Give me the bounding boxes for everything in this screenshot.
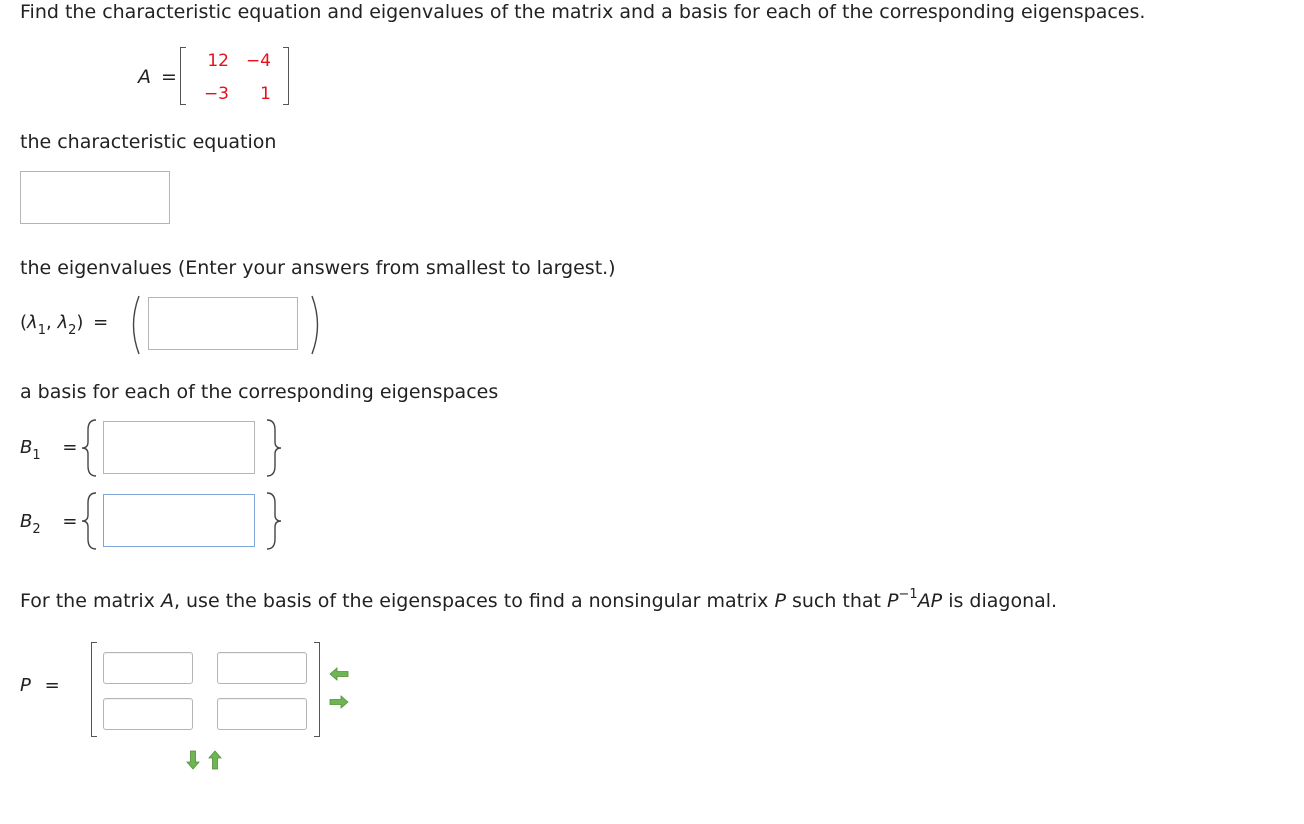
b2-right-brace	[263, 491, 283, 551]
b2-label	[20, 511, 78, 537]
lambda-1-symbol: λ	[27, 312, 38, 333]
matrix-a-right-bracket	[283, 47, 289, 105]
char-eq-label: the characteristic equation	[20, 131, 277, 153]
matrix-p-cell-12[interactable]	[217, 652, 307, 684]
p-equals: =	[44, 675, 60, 696]
diag-prompt-post: is diagonal.	[942, 590, 1058, 612]
eig-lhs-comma: ,	[45, 312, 52, 333]
matrix-a-left-bracket	[180, 47, 186, 105]
diag-prompt-mid: , use the basis of the eigenspaces to find a nonsingular matrix	[173, 590, 775, 612]
eigenvalues-left-paren	[126, 294, 142, 356]
b1-input[interactable]	[103, 421, 255, 474]
diag-prompt-pre: For the matrix	[20, 590, 161, 612]
matrix-a-equals: =	[161, 66, 177, 88]
lambda-1-subscript: 1	[37, 323, 46, 338]
arrow-up-icon[interactable]	[208, 750, 222, 770]
matrix-p-cell-22[interactable]	[217, 698, 307, 730]
b2-left-brace	[80, 491, 100, 551]
matrix-a-label	[138, 66, 177, 88]
arrow-down-icon[interactable]	[186, 750, 200, 770]
matrix-a-entry-21: −3	[203, 84, 229, 104]
lambda-2-symbol: λ	[57, 312, 69, 333]
basis-label: a basis for each of the corresponding eigenspaces	[20, 381, 499, 403]
matrix-p-cell-11[interactable]	[103, 652, 193, 684]
matrix-a-letter: A	[138, 66, 151, 88]
eigenvalues-right-paren	[309, 294, 325, 356]
arrow-right-icon[interactable]	[329, 695, 349, 709]
b2-input[interactable]	[103, 494, 255, 547]
eigenvalues-label: the eigenvalues (Enter your answers from smallest to largest.)	[20, 257, 616, 279]
eigenvalues-input[interactable]	[148, 297, 298, 350]
b1-label	[20, 437, 78, 463]
eig-lhs-open: (	[20, 312, 28, 333]
matrix-a-entry-11: 12	[207, 51, 229, 71]
matrix-p-left-bracket	[91, 642, 97, 737]
b2-subscript: 2	[32, 522, 41, 537]
b1-equals: =	[62, 437, 78, 458]
diag-prompt	[20, 587, 1058, 612]
p-letter: P	[20, 675, 31, 696]
diag-prompt-p: P	[774, 590, 786, 612]
eig-equals: =	[93, 312, 109, 333]
diag-prompt-mid2: such that	[785, 590, 888, 612]
arrow-left-icon[interactable]	[329, 667, 349, 681]
diag-prompt-p-inverse: P	[887, 590, 899, 612]
b1-left-brace	[80, 418, 100, 478]
b1-letter: B	[20, 437, 33, 458]
lambda-2-subscript: 2	[68, 323, 77, 338]
question-prompt: Find the characteristic equation and eigenvalues of the matrix and a basis for each of the corresponding eigenspaces.	[20, 1, 1146, 23]
diag-prompt-ap: AP	[917, 590, 943, 612]
b2-letter: B	[20, 511, 33, 532]
b1-subscript: 1	[32, 448, 41, 463]
matrix-p-cell-21[interactable]	[103, 698, 193, 730]
diag-prompt-exponent: −1	[898, 587, 918, 602]
matrix-a-entry-22: 1	[260, 84, 271, 104]
matrix-p-right-bracket	[314, 642, 320, 737]
b1-right-brace	[263, 418, 283, 478]
diag-prompt-a: A	[160, 590, 174, 612]
matrix-a-entry-12: −4	[245, 51, 271, 71]
char-eq-input[interactable]	[20, 171, 170, 224]
eigenvalues-lhs	[20, 312, 109, 338]
b2-equals: =	[62, 511, 78, 532]
p-label	[20, 675, 60, 696]
eig-lhs-close: )	[76, 312, 84, 333]
